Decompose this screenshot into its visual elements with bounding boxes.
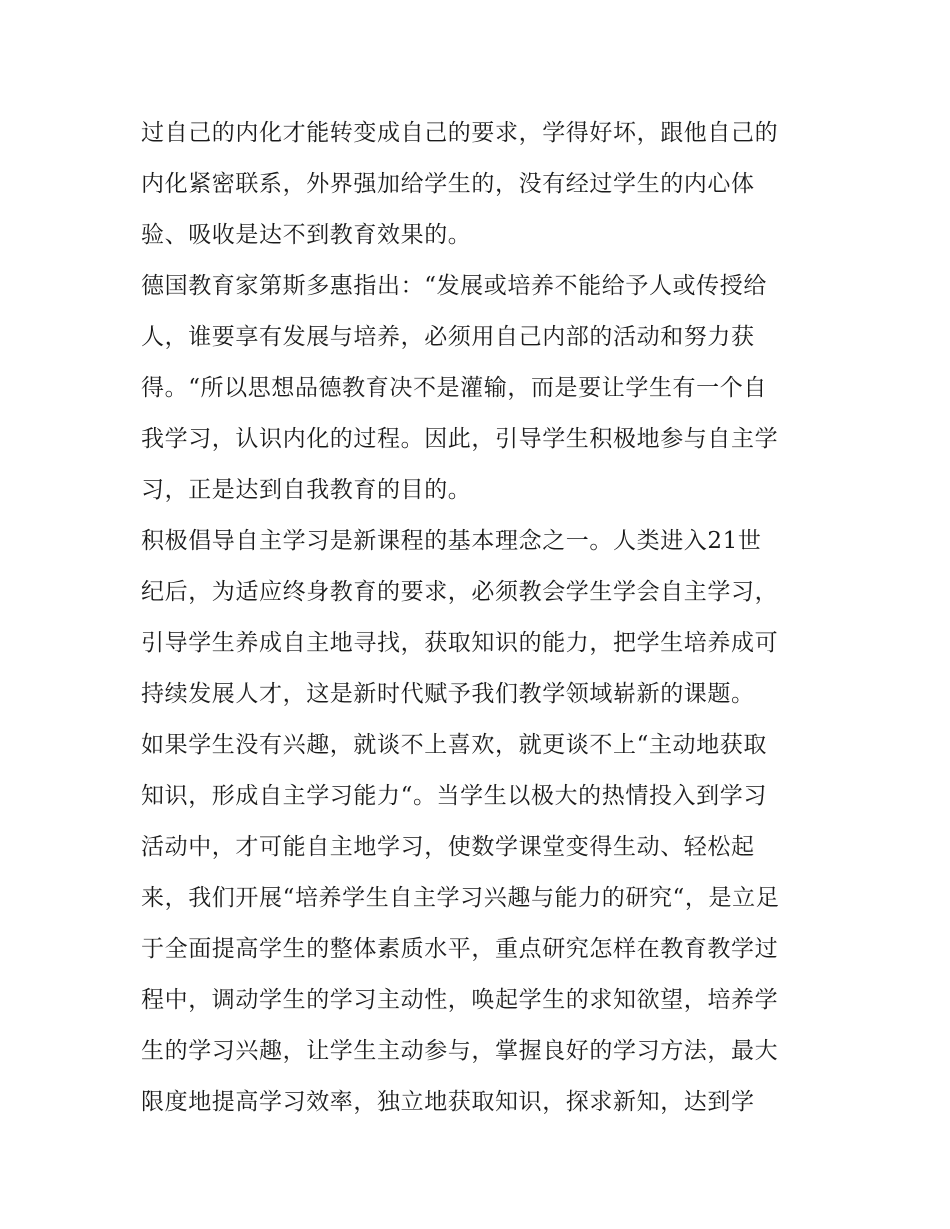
text-line: 如果学生没有兴趣，就谈不上喜欢，就更谈不上“主动地获取 xyxy=(141,732,767,758)
text-line: 知识，形成自主学习能力“。当学生以极大的热情投入到学习 xyxy=(141,783,767,809)
text-line: 验、吸收是达不到教育效果的。 xyxy=(141,222,472,248)
text-line: 程中，调动学生的学习主动性，唤起学生的求知欲望，培养学 xyxy=(141,987,779,1013)
text-line: 持续发展人才，这是新时代赋予我们教学领域崭新的课题。 xyxy=(141,681,755,707)
text-line: 来，我们开展“培养学生自主学习兴趣与能力的研究“，是立足 xyxy=(141,885,780,911)
text-line: 内化紧密联系，外界强加给学生的，没有经过学生的内心体 xyxy=(141,171,755,197)
body-text xyxy=(141,108,821,1128)
text-line: 限度地提高学习效率，独立地获取知识，探求新知，达到学 xyxy=(141,1089,755,1115)
text-line: 过自己的内化才能转变成自己的要求，学得好坏，跟他自己的 xyxy=(141,120,779,146)
text-line: 于全面提高学生的整体素质水平，重点研究怎样在教育教学过 xyxy=(141,936,779,962)
text-line: 活动中，才可能自主地学习，使数学课堂变得生动、轻松起 xyxy=(141,834,755,860)
text-line: 德国教育家第斯多惠指出：“发展或培养不能给予人或传授给 xyxy=(141,273,767,299)
text-line: 积极倡导自主学习是新课程的基本理念之一。人类进入21世 xyxy=(141,528,762,554)
text-line: 习，正是达到自我教育的目的。 xyxy=(141,477,472,503)
text-line: 人，谁要享有发展与培养，必须用自己内部的活动和努力获 xyxy=(141,324,755,350)
text-line: 引导学生养成自主地寻找，获取知识的能力，把学生培养成可 xyxy=(141,630,779,656)
text-line: 得。“所以思想品德教育决不是灌输，而是要让学生有一个自 xyxy=(141,375,767,401)
text-line: 生的学习兴趣，让学生主动参与，掌握良好的学习方法，最大 xyxy=(141,1038,779,1064)
text-line: 纪后，为适应终身教育的要求，必须教会学生学会自主学习， xyxy=(141,579,779,605)
text-line: 我学习，认识内化的过程。因此，引导学生积极地参与自主学 xyxy=(141,426,779,452)
